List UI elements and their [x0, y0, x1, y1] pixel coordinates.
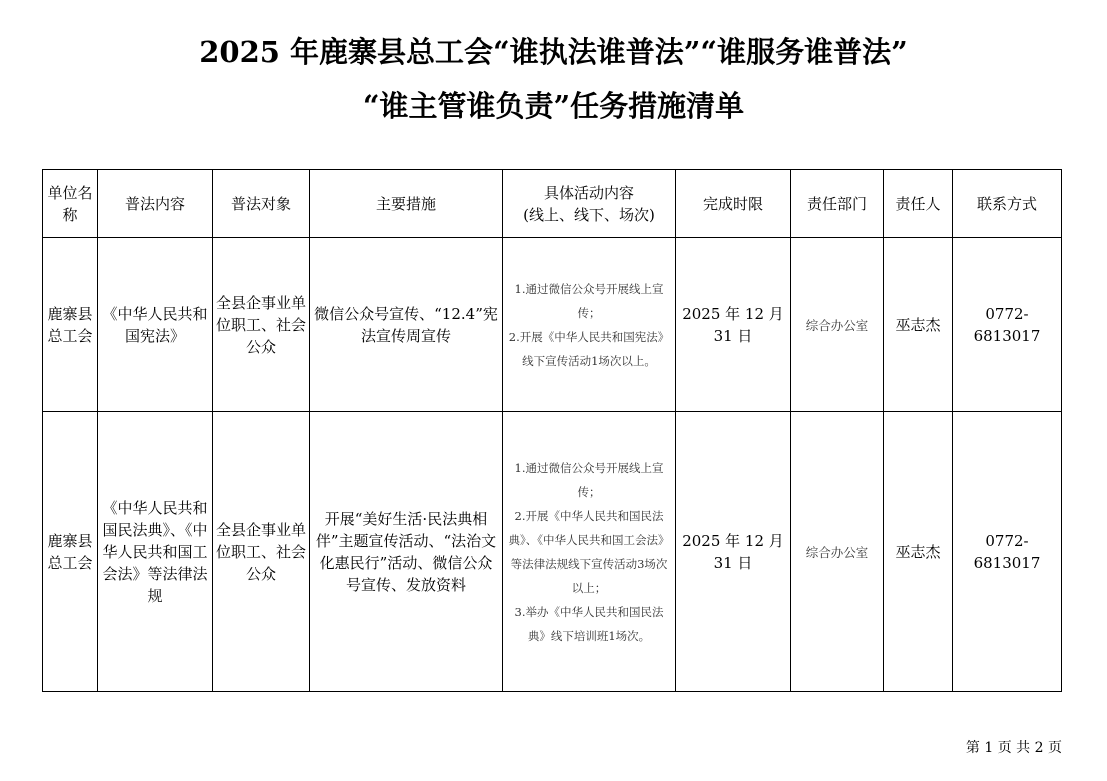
cell-measures: 开展“美好生活·民法典相伴”主题宣传活动、“法治文化惠民行”活动、微信公众号宣传、发放资料 — [310, 412, 503, 692]
table-header-row — [43, 170, 1062, 238]
header-activities — [503, 170, 676, 238]
cell-activities — [503, 238, 676, 412]
table-row — [43, 238, 1062, 412]
document-title-line-2: “谁主管谁负责”任务措施清单 — [362, 89, 745, 123]
header-deadline: 完成时限 — [676, 170, 791, 238]
header-unit: 单位名称 — [43, 170, 98, 238]
header-content: 普法内容 — [98, 170, 213, 238]
cell-person: 巫志杰 — [884, 412, 953, 692]
cell-target: 全县企事业单位职工、社会公众 — [213, 238, 310, 412]
activity-item: 2.开展《中华人民共和国民法典》、《中华人民共和国工会法》等法律法规线下宣传活动3场次以上； — [508, 508, 670, 595]
cell-person: 巫志杰 — [884, 238, 953, 412]
header-contact: 联系方式 — [953, 170, 1062, 238]
cell-unit: 鹿寨县总工会 — [43, 412, 98, 692]
cell-target: 全县企事业单位职工、社会公众 — [213, 412, 310, 692]
header-target: 普法对象 — [213, 170, 310, 238]
cell-measures: 微信公众号宣传、“12.4”宪法宣传周宣传 — [310, 238, 503, 412]
header-measures: 主要措施 — [310, 170, 503, 238]
header-activities-sub: (线上、线下、场次) — [523, 205, 655, 224]
cell-contact: 0772-6813017 — [953, 412, 1062, 692]
cell-dept: 综合办公室 — [791, 412, 884, 692]
activity-item: 1.通过微信公众号开展线上宣传； — [514, 460, 664, 499]
cell-content: 《中华人民共和国宪法》 — [98, 238, 213, 412]
header-dept: 责任部门 — [791, 170, 884, 238]
cell-contact: 0772-6813017 — [953, 238, 1062, 412]
cell-deadline: 2025 年 12 月 31 日 — [676, 238, 791, 412]
activity-item: 3.举办《中华人民共和国民法典》线下培训班1场次。 — [514, 604, 664, 643]
activity-item: 2.开展《中华人民共和国宪法》线下宣传活动1场次以上。 — [508, 329, 670, 368]
task-measures-table — [42, 169, 1062, 692]
page-number: 第 1 页 共 2 页 — [965, 740, 1062, 756]
header-person: 责任人 — [884, 170, 953, 238]
cell-unit: 鹿寨县总工会 — [43, 238, 98, 412]
cell-activities — [503, 412, 676, 692]
table-row — [43, 412, 1062, 692]
header-activities-label: 具体活动内容 — [543, 183, 634, 202]
cell-dept: 综合办公室 — [791, 238, 884, 412]
cell-content: 《中华人民共和国民法典》、《中华人民共和国工会法》等法律法规 — [98, 412, 213, 692]
cell-deadline: 2025 年 12 月 31 日 — [676, 412, 791, 692]
document-title-line-1: 2025 年鹿寨县总工会“谁执法谁普法”“谁服务谁普法” — [199, 35, 908, 69]
activity-item: 1.通过微信公众号开展线上宣传； — [514, 281, 664, 320]
